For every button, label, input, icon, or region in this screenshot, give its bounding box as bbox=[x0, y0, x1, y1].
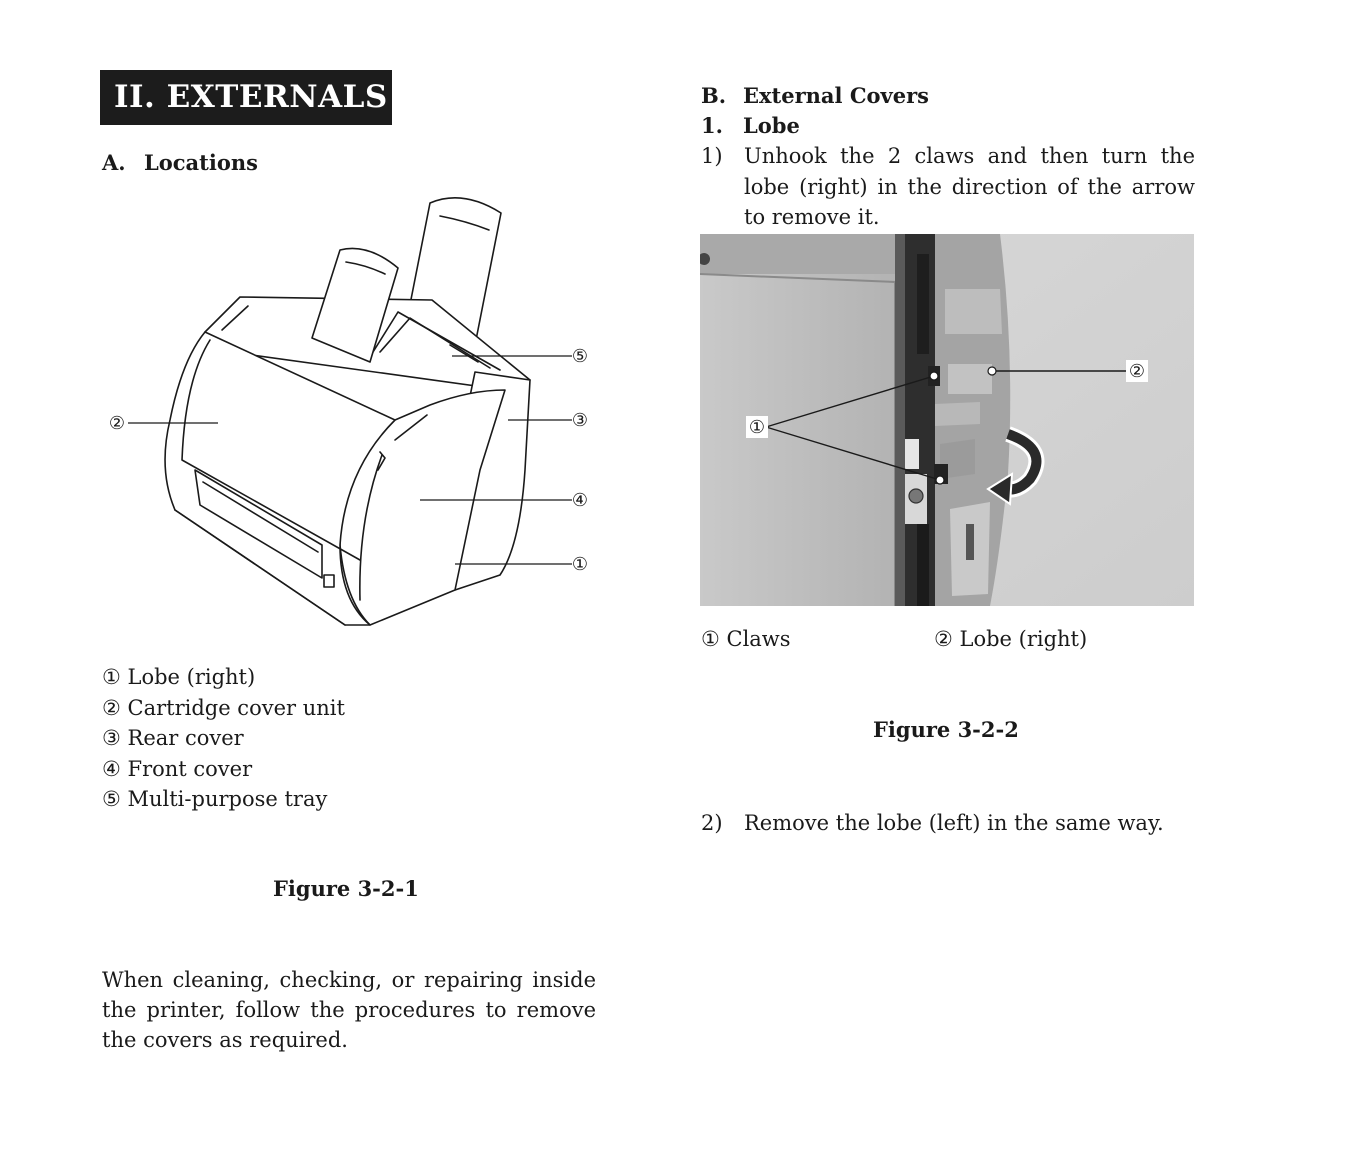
step-1 bbox=[701, 141, 1195, 233]
callout-1: ① bbox=[571, 554, 589, 575]
figure2-label-claws: ① Claws bbox=[701, 627, 791, 651]
step-text: Remove the lobe (left) in the same way. bbox=[744, 811, 1164, 835]
figure1-legend bbox=[102, 662, 345, 815]
legend-item: ⑤ Multi-purpose tray bbox=[102, 787, 328, 811]
section-title: II. EXTERNALS bbox=[100, 70, 392, 125]
subsection-title: Locations bbox=[144, 150, 258, 175]
printer-locations-figure bbox=[95, 185, 605, 640]
step-number: 2) bbox=[701, 811, 723, 835]
figure2-caption: Figure 3-2-2 bbox=[873, 717, 1019, 742]
subsection-number: B. bbox=[701, 83, 727, 108]
subsection-heading-external-covers bbox=[701, 83, 929, 108]
callout-3: ③ bbox=[571, 410, 589, 431]
figure1-caption: Figure 3-2-1 bbox=[273, 876, 419, 901]
legend-item: ④ Front cover bbox=[102, 756, 253, 781]
item-title: Lobe bbox=[743, 113, 800, 138]
subsection-number: A. bbox=[102, 150, 126, 175]
lobe-removal-photo bbox=[700, 234, 1194, 606]
subsection-heading-locations bbox=[102, 150, 258, 175]
figure2-label-lobe: ② Lobe (right) bbox=[934, 627, 1088, 651]
legend-item: ③ Rear cover bbox=[102, 726, 244, 750]
subsection-title: External Covers bbox=[743, 83, 929, 108]
item-number: 1. bbox=[701, 113, 723, 138]
step-2 bbox=[701, 808, 1195, 840]
photo-callout-2: ② bbox=[1128, 361, 1146, 382]
step-text: Unhook the 2 claws and then turn the lobe (right) in the direction of the arrow to remove it. bbox=[744, 144, 1195, 229]
item-heading-lobe bbox=[701, 113, 800, 138]
power-switch bbox=[324, 575, 334, 587]
legend-item: ① Lobe (right) bbox=[102, 665, 256, 689]
legend-item: ② Cartridge cover unit bbox=[102, 695, 345, 720]
callout-4: ④ bbox=[571, 490, 589, 511]
step-number: 1) bbox=[701, 144, 723, 168]
intro-paragraph: When cleaning, checking, or repairing inside the printer, follow the procedures to remove the covers as required. bbox=[102, 968, 596, 1052]
photo-callout-1: ① bbox=[748, 417, 766, 438]
callout-5: ⑤ bbox=[571, 346, 589, 367]
callout-2: ② bbox=[108, 413, 126, 434]
